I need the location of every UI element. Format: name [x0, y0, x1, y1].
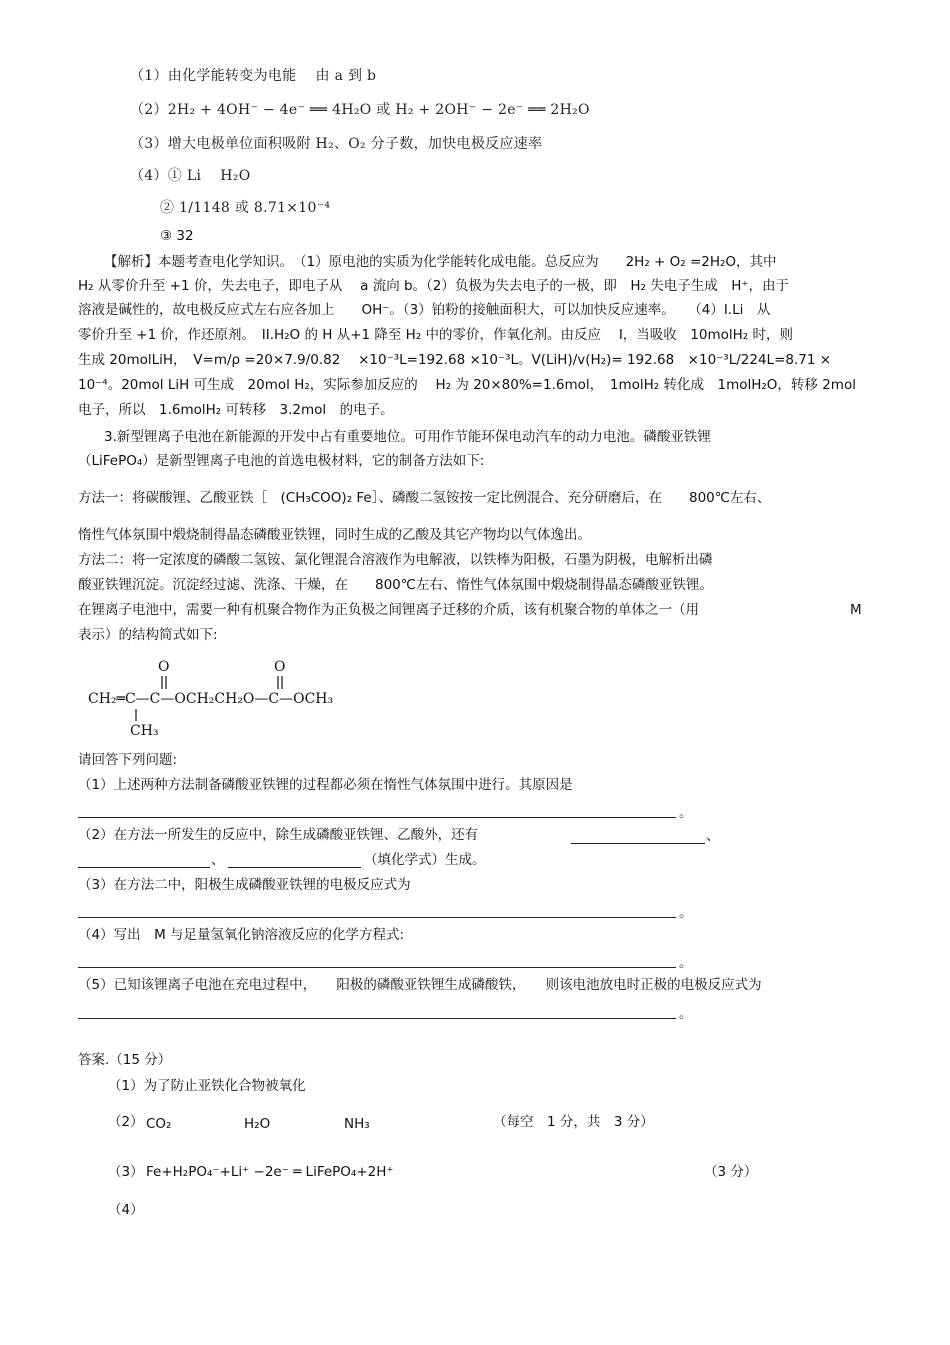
- period-5: 。: [679, 1006, 693, 1022]
- sep-2b: 、: [211, 852, 225, 868]
- answer-title: 答案.（15 分）: [78, 1052, 172, 1068]
- analysis-line-4: 零价升至 +1 价，作还原剂。 II.H₂O 的 H 从+1 降至 H₂ 中的零价，作氧化剂。由反应 I，当吸收 10molH₂ 时，则: [78, 327, 794, 343]
- analysis-line-1: 【解析】本题考查电化学知识。 （1）原电池的实质为化学能转化成电能。总反应为 2H₂ + O₂ =2H₂O，其中: [104, 254, 777, 270]
- answer-blank-2c[interactable]: [228, 867, 361, 868]
- carbonyl-o-2: O: [274, 659, 286, 675]
- q3-intro-1: 3.新型锂离子电池在新能源的开发中占有重要地位。可用作节能环保电动汽车的动力电池。磷酸亚铁锂: [104, 429, 711, 445]
- carbonyl-o-1: O: [158, 659, 170, 675]
- analysis-line-7: 电子，所以 1.6molH₂ 可转移 3.2mol 的电子。: [78, 402, 394, 418]
- answer-blank-1[interactable]: [78, 817, 676, 818]
- method1-line-1: 方法一：将碳酸锂、乙酸亚铁［ (CH₃COO)₂ Fe］、磷酸二氢铵按一定比例混合、充分研磨后，在 800℃左右、: [78, 490, 771, 506]
- period-1: 。: [679, 805, 693, 821]
- answer-3-label: （3）: [108, 1164, 144, 1180]
- analysis-line-6: 10⁻⁴。20mol LiH 可生成 20mol H₂，实际参加反应的 H₂ 为 20×80%=1.6mol， 1molH₂ 转化成 1molH₂O，转移 2mol: [78, 377, 856, 393]
- scan-answer-4b: ② 1/1148 或 8.71×10⁻⁴: [160, 200, 331, 216]
- polymer-line-2: 表示）的结构简式如下:: [78, 627, 218, 643]
- answer-2-label: （2）: [108, 1114, 144, 1130]
- analysis-line-3: 溶液是碱性的，故电极反应式左右应各加上 OH⁻。（3）铂粉的接触面积大，可以加快反应速率。 （4）I.Li 从: [78, 302, 771, 318]
- scan-answer-1: （1）由化学能转变为电能 由 a 到 b: [130, 68, 377, 84]
- method1-line-2: 惰性气体氛围中煅烧制得晶态磷酸亚铁锂，同时生成的乙酸及其它产物均以气体逸出。: [78, 527, 591, 543]
- sep-2a: 、: [706, 828, 720, 844]
- formula-methyl: CH₃: [130, 723, 159, 739]
- question-2-tail: （填化学式）生成。: [364, 852, 486, 868]
- q3-intro-2: （LiFePO₄）是新型锂离子电池的首选电极材料，它的制备方法如下:: [78, 453, 485, 469]
- answer-3-score: （3 分）: [704, 1164, 758, 1180]
- answer-1: （1）为了防止亚铁化合物被氧化: [108, 1078, 306, 1094]
- answer-4-label: （4）: [108, 1202, 144, 1218]
- scan-answer-3: （3）增大电极单位面积吸附 H₂、O₂ 分子数，加快电极反应速率: [130, 136, 543, 152]
- answer-blank-5[interactable]: [78, 1018, 676, 1019]
- method2-line-2: 酸亚铁锂沉淀。沉淀经过滤、洗涤、干燥，在 800℃左右、惰性气体氛围中煅烧制得晶态磷酸亚铁锂。: [78, 577, 713, 593]
- answer-2-h2o: H₂O: [244, 1116, 271, 1132]
- answer-blank-3[interactable]: [78, 917, 676, 918]
- period-4: 。: [679, 955, 693, 971]
- analysis-line-2: H₂ 从零价升至 +1 价，失去电子，即电子从 a 流向 b。（2）负极为失去电子的一极，即 H₂ 失电子生成 H⁺，由于: [78, 278, 790, 294]
- question-2: （2）在方法一所发生的反应中，除生成磷酸亚铁锂、乙酸外，还有: [78, 827, 479, 843]
- answer-2-score: （每空 1 分，共 3 分）: [493, 1114, 654, 1130]
- question-4: （4）写出 M 与足量氢氧化钠溶液反应的化学方程式:: [78, 927, 405, 943]
- method2-line-1: 方法二：将一定浓度的磷酸二氢铵、氯化锂混合溶液作为电解液，以铁棒为阳极，石墨为阴极，电解析出磷: [78, 552, 713, 568]
- answer-2-nh3: NH₃: [344, 1116, 370, 1132]
- polymer-m-label: M: [850, 602, 862, 618]
- question-1: （1）上述两种方法制备磷酸亚铁锂的过程都必须在惰性气体氛围中进行。其原因是: [78, 777, 573, 793]
- structural-formula: [84, 655, 354, 740]
- polymer-line-1: 在锂离子电池中，需要一种有机聚合物作为正负极之间锂离子迁移的介质，该有机聚合物的单体之一（用: [78, 602, 699, 618]
- scan-answer-4: （4）① Li H₂O: [130, 168, 251, 184]
- answer-3-equation: Fe+H₂PO₄⁻+Li⁺ −2e⁻ ═ LiFePO₄+2H⁺: [146, 1164, 394, 1180]
- formula-main-chain: CH₂═C—C—OCH₂CH₂O—C—OCH₃: [88, 691, 334, 707]
- ask-line: 请回答下列问题:: [78, 752, 178, 768]
- answer-blank-2a[interactable]: [571, 843, 705, 844]
- question-3: （3）在方法二中，阳极生成磷酸亚铁锂的电极反应式为: [78, 877, 411, 893]
- period-3: 。: [679, 905, 693, 921]
- analysis-line-5: 生成 20molLiH， V=m/ρ =20×7.9/0.82 ×10⁻³L=192.68 ×10⁻³L。V(LiH)/v(H₂)= 192.68 ×10⁻³L/224L=8.71 ×: [78, 352, 832, 368]
- answer-4c: ③ 32: [160, 228, 194, 244]
- scan-answer-2: （2）2H₂ + 4OH⁻ − 4e⁻ ══ 4H₂O 或 H₂ + 2OH⁻ − 2e⁻ ══ 2H₂O: [130, 102, 590, 118]
- answer-blank-2b[interactable]: [78, 867, 210, 868]
- answer-2-co2: CO₂: [146, 1116, 172, 1132]
- question-5: （5）已知该锂离子电池在充电过程中， 阳极的磷酸亚铁锂生成磷酸铁， 则该电池放电时正极的电极反应式为: [78, 977, 762, 993]
- answer-blank-4[interactable]: [78, 967, 676, 968]
